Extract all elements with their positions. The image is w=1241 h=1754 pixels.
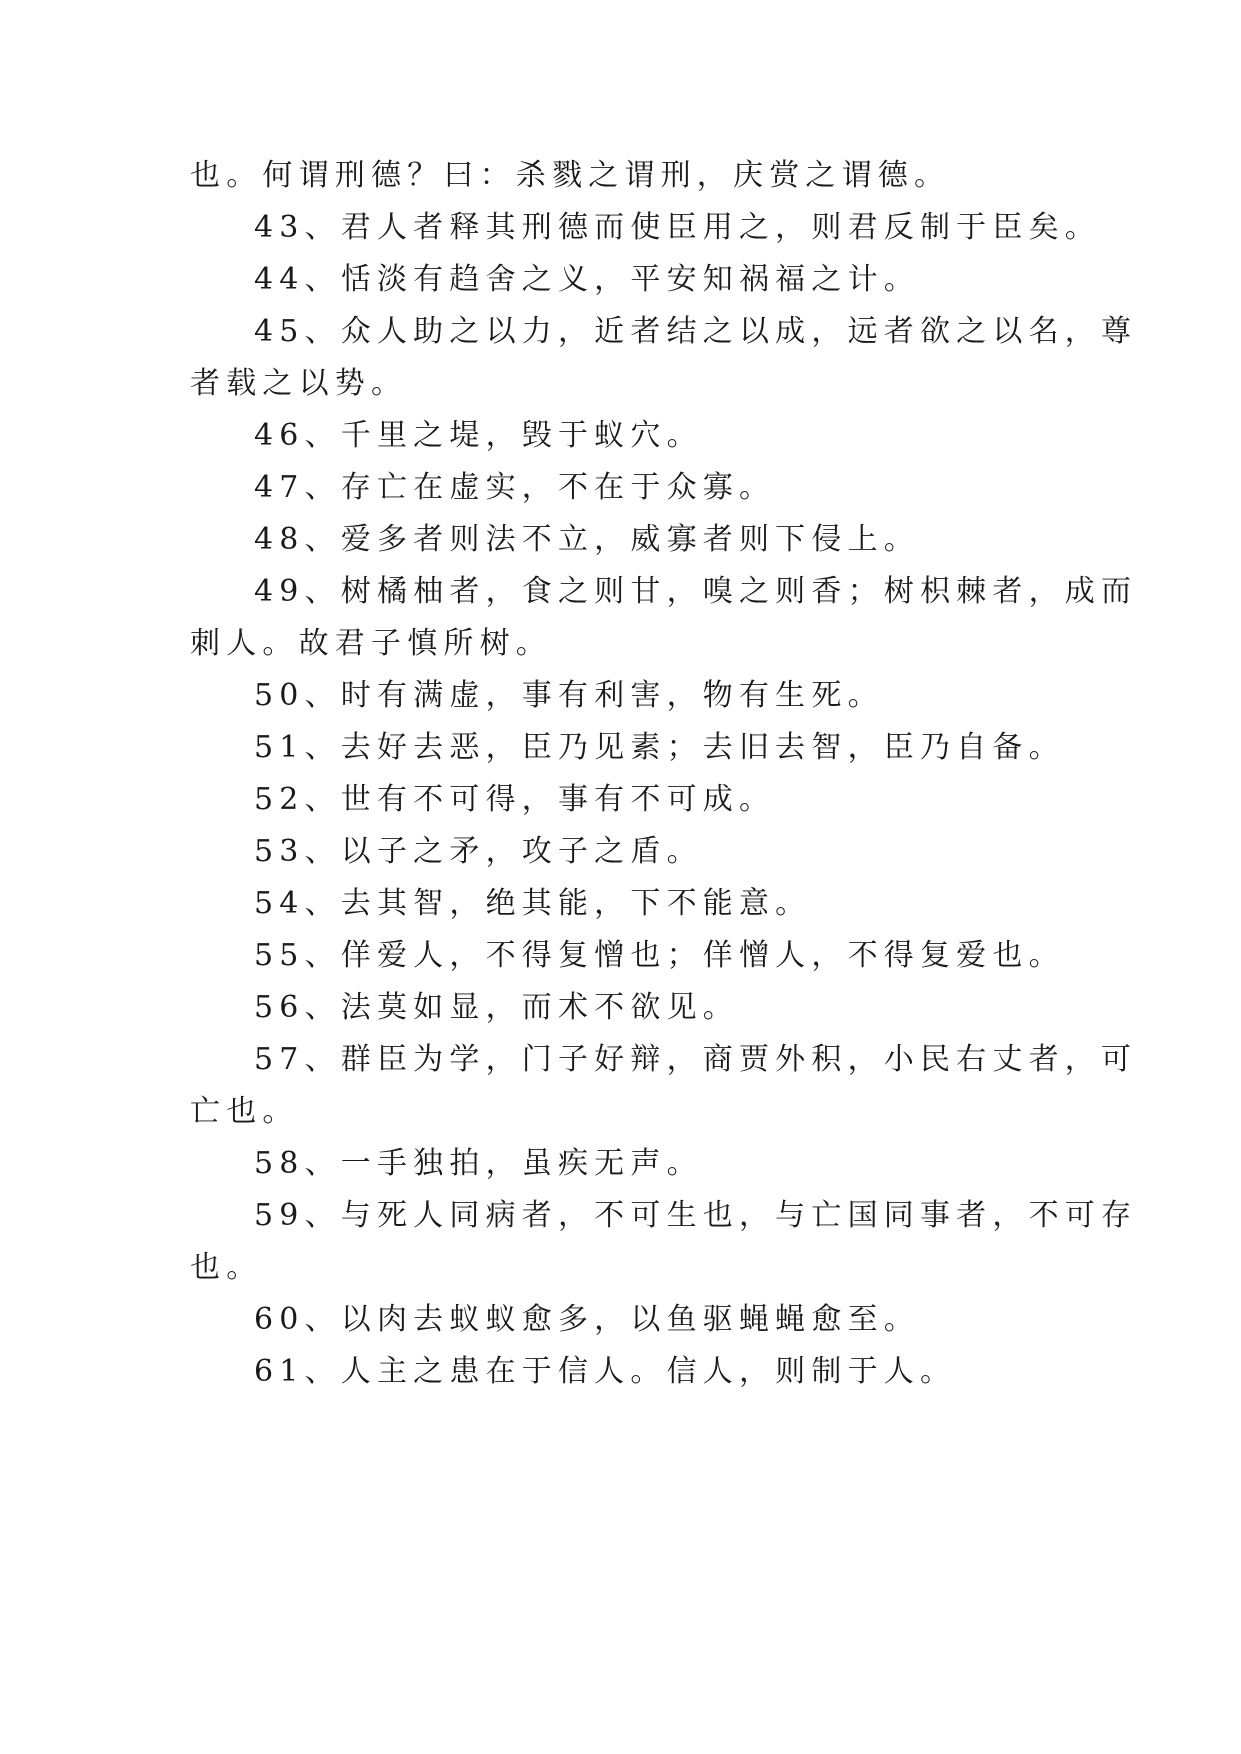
quote-58: 58、一手独拍，虽疾无声。 [254, 1146, 703, 1181]
quote-48: 48、爱多者则法不立，威寡者则下侵上。 [254, 522, 920, 557]
quote-59: 59、与死人同病者，不可生也，与亡国同事者，不可存 [254, 1198, 1138, 1233]
quote-60: 60、以肉去蚁蚁愈多，以鱼驱蝇蝇愈至。 [254, 1302, 920, 1337]
quote-52: 52、世有不可得，事有不可成。 [254, 782, 776, 817]
quote-49-continuation: 刺人。故君子慎所树。 [190, 626, 552, 661]
quote-51: 51、去好去恶，臣乃见素；去旧去智，臣乃自备。 [254, 730, 1065, 765]
quote-45: 45、众人助之以力，近者结之以成，远者欲之以名，尊 [254, 314, 1138, 349]
quote-61: 61、人主之患在于信人。信人，则制于人。 [254, 1354, 957, 1389]
quote-45-continuation: 者载之以势。 [190, 366, 408, 401]
quote-44: 44、恬淡有趋舍之义，平安知祸福之计。 [254, 262, 920, 297]
quote-47: 47、存亡在虚实，不在于众寡。 [254, 470, 776, 505]
quote-57: 57、群臣为学，门子好辩，商贾外积，小民右丈者，可 [254, 1042, 1138, 1077]
quote-49: 49、树橘柚者，食之则甘，嗅之则香；树枳棘者，成而 [254, 574, 1138, 609]
quote-55: 55、佯爱人，不得复憎也；佯憎人，不得复爱也。 [254, 938, 1065, 973]
quote-59-continuation: 也。 [190, 1250, 263, 1285]
quote-53: 53、以子之矛，攻子之盾。 [254, 834, 703, 869]
text-line-continuation-42: 也。何谓刑德？曰：杀戮之谓刑，庆赏之谓德。 [190, 158, 951, 193]
quote-43: 43、君人者释其刑德而使臣用之，则君反制于臣矣。 [254, 210, 1101, 245]
quote-57-continuation: 亡也。 [190, 1094, 299, 1129]
quote-56: 56、法莫如显，而术不欲见。 [254, 990, 739, 1025]
quote-50: 50、时有满虚，事有利害，物有生死。 [254, 678, 884, 713]
quote-54: 54、去其智，绝其能，下不能意。 [254, 886, 812, 921]
quote-46: 46、千里之堤，毁于蚁穴。 [254, 418, 703, 453]
